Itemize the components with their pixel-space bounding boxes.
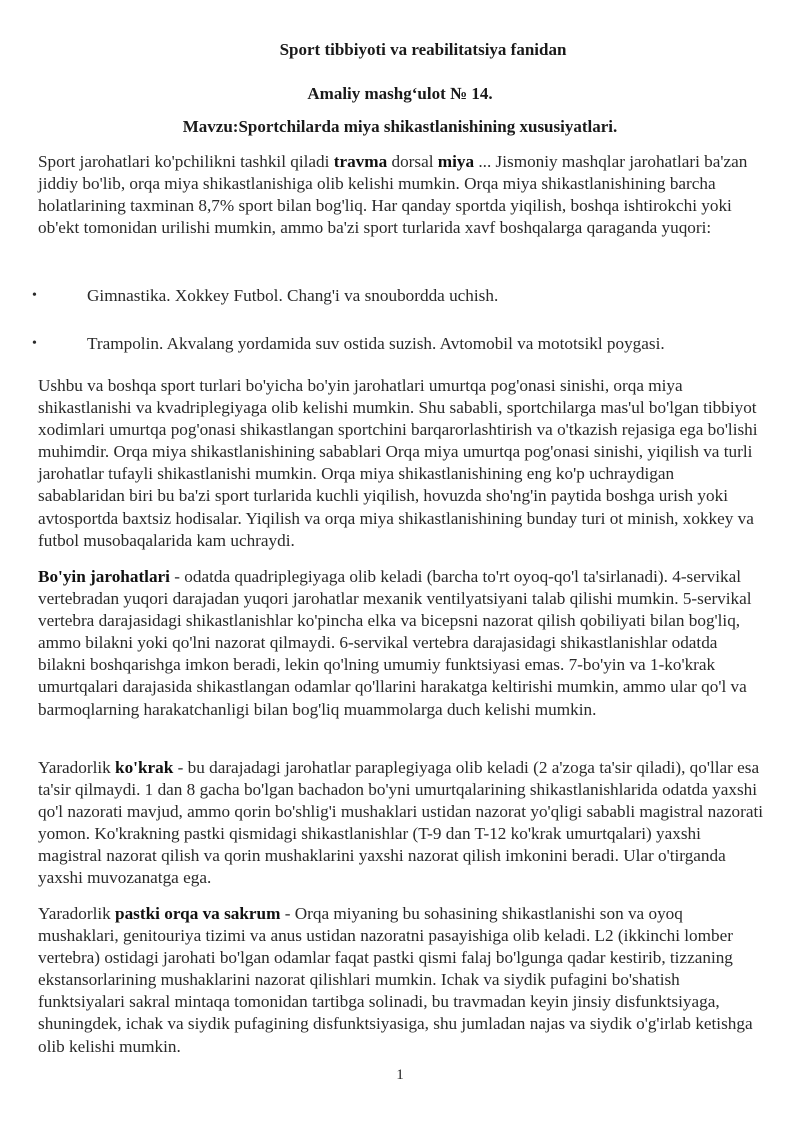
bullet-marker: • bbox=[32, 336, 37, 351]
paragraph-prefix: Yaradorlik bbox=[38, 758, 116, 777]
intro-text-3: ... Jismoniy mashqlar jarohatlari ba'zan jiddiy bo'lib, orqa miya shikastlanishiga olib kelishi mumkin. Orqa miya shikastlanishining barcha holatlarining taxminan 8,7% sport bilan bog'liq. Har qanday sportda yiqilish, boshqa ishtirokchi yoki ob'ekt tomonidan urilishi mumkin, ammo ba'zi sport turlarida xavf boshqalarga qaraganda yuqori: bbox=[38, 152, 748, 238]
paragraph-bold-term: Bo'yin jarohatlari bbox=[38, 567, 170, 586]
page-number: 1 bbox=[396, 1067, 404, 1083]
intro-bold-2: miya bbox=[437, 152, 475, 171]
paragraph-text: - bu darajadagi jarohatlar paraplegiyaga olib keladi (2 a'zoga ta'sir qiladi), qo'llar esa ta'sir qilmaydi. 1 dan 8 gacha bo'lgan bachadon bo'yni umurtqalarining shikastlanishlarida odatda yaxshi qo'l nazorati mavjud, ammo qorin bo'shlig'i mushaklari ustidan nazorat yo'qligi sababli magistral nazorati yomon. Ko'krakning pastki qismidagi shikastlanishlar (T-9 dan T-12 ko'krak umurtqalari) yaxshi magistral nazorat qilish va qorin mushaklarini yaxshi nazorat qilish imkonini beradi. Ular o'tirganda yaxshi muvozanatga ega. bbox=[38, 758, 764, 888]
bullet-marker: • bbox=[32, 288, 37, 303]
list-item-text: Gimnastika. Xokkey Futbol. Chang'i va snoubordda uchish. bbox=[87, 286, 499, 305]
intro-paragraph bbox=[38, 151, 764, 239]
chest-injuries-paragraph bbox=[38, 757, 764, 890]
paragraph-prefix: Yaradorlik bbox=[38, 904, 116, 923]
neck-injuries-paragraph bbox=[38, 566, 764, 721]
course-title: Sport tibbiyoti va reabilitatsiya fanidan bbox=[279, 40, 567, 59]
list-item-text: Trampolin. Akvalang yordamida suv ostida suzish. Avtomobil va mototsikl poygasi. bbox=[87, 334, 665, 353]
body-paragraph: Ushbu va boshqa sport turlari bo'yicha bo'yin jarohatlari umurtqa pog'onasi sinishi, orqa miya shikastlanishi va kvadriplegiyaga olib kelishi mumkin. Shu sababli, sportchilarga mas'ul bo'lgan tibbiyot xodimlari umurtqa pog'onasi shikastlangan sportchini barqarorlashtirish va o'tkazish rejasiga ega bo'lishi muhimdir. Orqa miya shikastlanishining sabablari Orqa miya umurtqa pog'onasi sinishi, yiqilish va turli jarohatlar tufayli shikastlanishi mumkin. Orqa miya shikastlanishining eng ko'p uchraydigan sabablaridan biri bu ba'zi sport turlarida kuchli yiqilish, hovuzda sho'ng'in paytida boshga urish yoki avtosportda baxtsiz hodisalar. Yiqilish va orqa miya shikastlanishining bunday turi ot minish, xokkey va futbol musobaqalarida kam uchraydi. bbox=[38, 376, 758, 550]
paragraph-text: - Orqa miyaning bu sohasining shikastlanishi son va oyoq mushaklari, genitouriya tizimi va anus ustidan nazoratni pasayishiga olib keladi. L2 (ikkinchi lomber vertebra) ostidagi jarohati bo'lgan odamlar faqat pastki qismi falaj bo'lgunga qadar kestirib, tizzaning ekstansorlarining mushaklarini nazorat qilishlari mumkin. Ichak va siydik pufagini bo'shatish funktsiyalari sakral mintaqa tomonidan tartibga solinadi, bu travmadan keyin jinsiy disfunktsiyaga, shuningdek, ichak va siydik pufagining disfunktsiyasiga, shu jumladan najas va siydik o'g'irlab ketishga olib kelishi mumkin. bbox=[38, 904, 753, 1056]
paragraph-text: - odatda quadriplegiyaga olib keladi (barcha to'rt oyoq-qo'l ta'sirlanadi). 4-servikal vertebradan yuqori darajadan yuqori jarohatlar mexanik ventilyatsiyani talab qilishi mumkin. 5-servikal vertebra darajasidagi shikastlanishlar ko'pincha elka va bicepsni nazorat qilish qobiliyati bilan bog'liq, ammo bilakni yoki qo'lni nazorat qilmaydi. 6-servikal vertebra darajasidagi shikastlanishlar odatda bilakni boshqarishga imkon beradi, lekin qo'lning umumiy funktsiyasi emas. 7-bo'yin va 1-ko'krak umurtqalari darajasida shikastlangan odamlar qo'llarini harakatga keltirishi mumkin, ammo ular qo'l va barmoqlarning harakatchanligi bilan bog'liq muammolarga duch kelishi mumkin. bbox=[38, 567, 752, 719]
paragraph-bold-term: pastki orqa va sakrum bbox=[115, 904, 281, 923]
intro-bold-1: travma bbox=[333, 152, 388, 171]
intro-text-2: dorsal bbox=[387, 152, 438, 171]
topic-title: Mavzu:Sportchilarda miya shikastlanishining xususiyatlari. bbox=[182, 117, 618, 136]
paragraph-bold-term: ko'krak bbox=[115, 758, 174, 777]
lesson-title: Amaliy mashg‘ulot № 14. bbox=[307, 84, 493, 103]
lower-back-injuries-paragraph bbox=[38, 903, 764, 1058]
intro-text-1: Sport jarohatlari ko'pchilikni tashkil qiladi bbox=[38, 152, 334, 171]
